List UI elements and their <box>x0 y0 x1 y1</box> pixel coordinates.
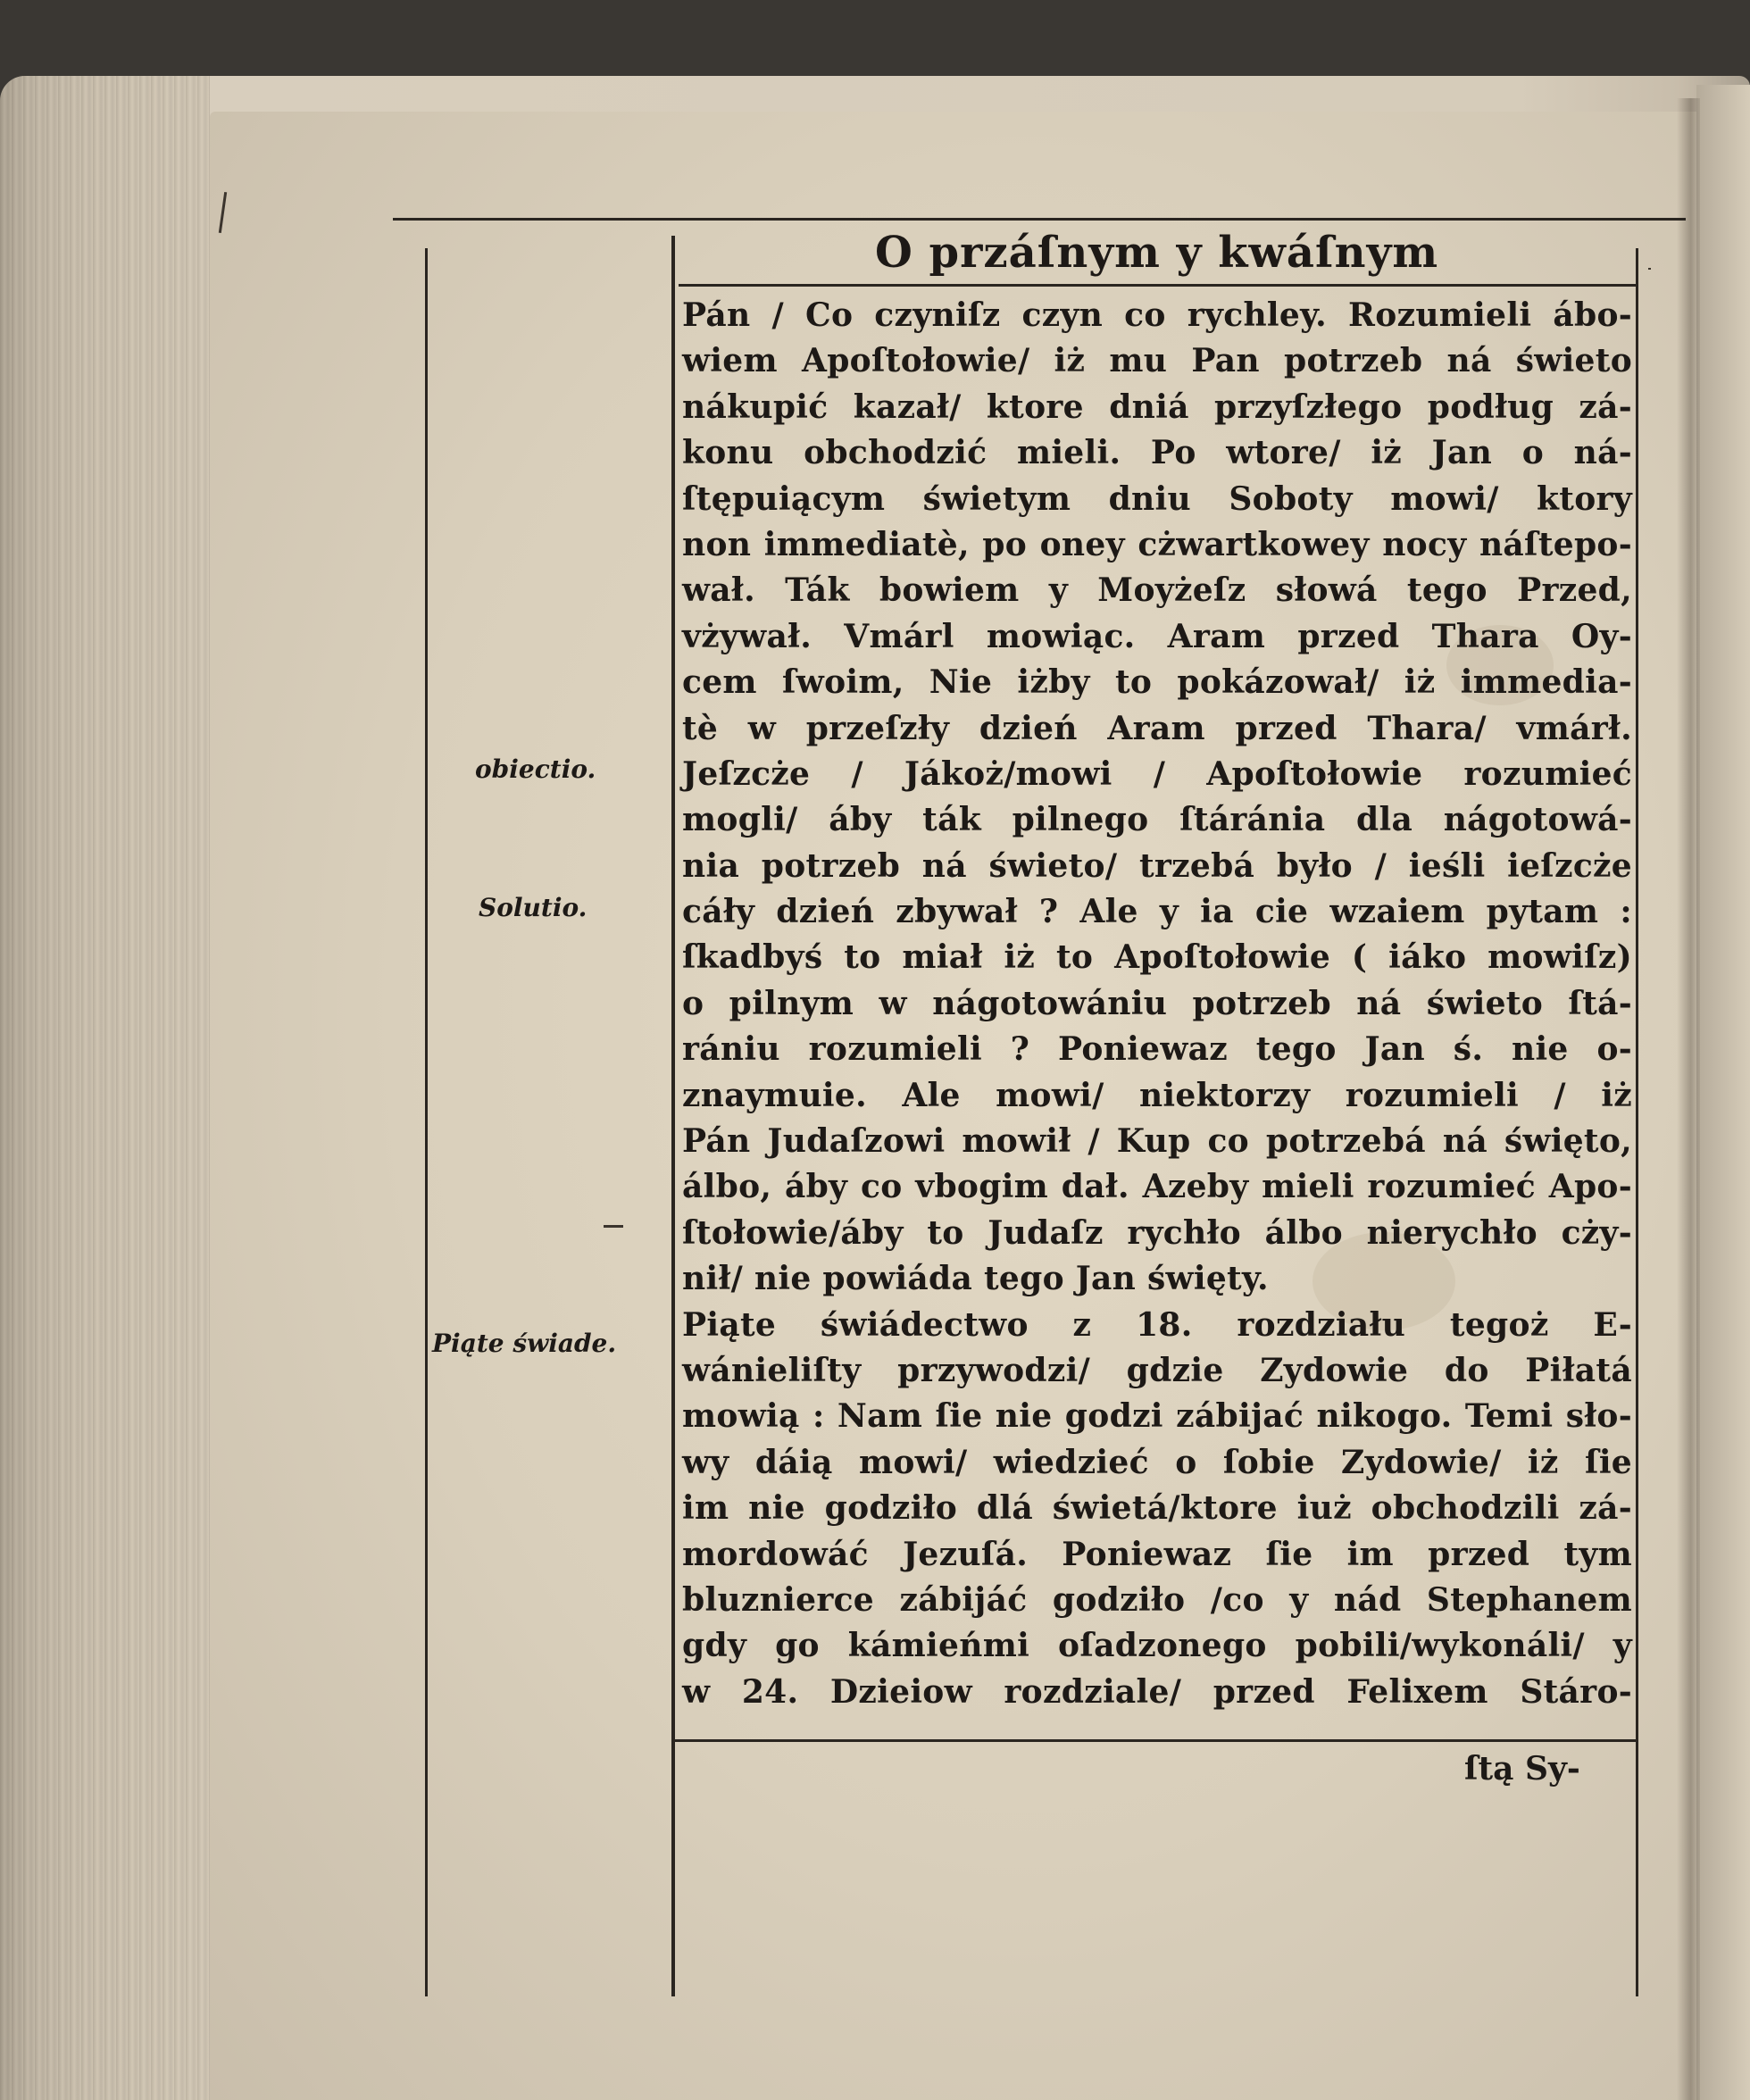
pen-mark <box>604 1225 623 1228</box>
text-line: ſtępuiącym świetym dniu Soboty mowi/ ktory <box>682 479 1632 518</box>
text-line: o pilnym w nágotowániu potrzeb ná świeto ſtá- <box>682 984 1632 1022</box>
text-line: rániu rozumieli ? Poniewaz tego Jan ś. nie o- <box>682 1030 1632 1069</box>
pen-mark <box>1648 268 1651 270</box>
text-line: nákupić kazał/ ktore dniá przyſzłego podług zá- <box>682 388 1632 426</box>
text-line: Jeſzcże / Jákoż/mowi / Apoſtołowie rozumieć <box>682 754 1632 793</box>
bottom-rule <box>671 1739 1636 1742</box>
text-line: w 24. Dzieiow rozdziale/ przed Felixem Stáro- <box>682 1672 1632 1711</box>
margin-note-obiectio: obiectio. <box>475 754 596 784</box>
text-line: mogli/ áby ták pilnego ſtáránia dla nágotowá- <box>682 801 1632 839</box>
margin-note-solutio: Solutio. <box>479 893 588 922</box>
margin-note-piate-swiadectwo: Piąte świade. <box>432 1329 617 1358</box>
right-rule <box>1636 248 1638 1996</box>
text-line: vżywał. Vmárl mowiąc. Aram przed Thara Oy- <box>682 617 1632 655</box>
text-line: álbo, áby co vbogim dał. Azeby mieli rozumieć Apo- <box>682 1168 1632 1206</box>
text-line: Pán / Co czyniſz czyn co rychley. Rozumieli ábo- <box>682 296 1632 334</box>
text-line: ſtołowie/áby to Judaſz rychło álbo nierychło cży- <box>682 1213 1632 1252</box>
margin-left-rule <box>425 248 428 1996</box>
text-line: Piąte świádectwo z 18. rozdziału tegoż E- <box>682 1305 1632 1344</box>
text-line: wiem Apoſtołowie/ iż mu Pan potrzeb ná świeto <box>682 342 1632 380</box>
text-line: nia potrzeb ná świeto/ trzebá było / ieśli ieſzcże <box>682 846 1632 885</box>
catchword: ſtą Sy- <box>1464 1750 1580 1788</box>
text-line: im nie godziło dlá świetá/ktore iuż obchodzili zá- <box>682 1489 1632 1528</box>
text-line: non immediatè, po oney cżwartkowey nocy náſtepo- <box>682 525 1632 563</box>
top-rule <box>393 218 1686 221</box>
text-line: Pán Judaſzowi mowił / Kup co potrzebá ná święto, <box>682 1122 1632 1161</box>
text-line: konu obchodzić mieli. Po wtore/ iż Jan o ná- <box>682 434 1632 472</box>
text-line: ſkadbyś to miał iż to Apoſtołowie ( iáko mowiſz) <box>682 938 1632 977</box>
running-header: O przáſnym y kwáſnym <box>875 228 1439 278</box>
text-line: mowią : Nam ſie nie godzi zábijać nikogo. Temi sło- <box>682 1397 1632 1436</box>
text-line: gdy go kámieńmi oſadzonego pobili/wykonáli/ y <box>682 1627 1632 1665</box>
margin-inner-rule <box>671 236 675 1996</box>
text-line: wał. Ták bowiem y Moyżeſz słowá tego Przed, <box>682 571 1632 610</box>
text-line: znaymuie. Ale mowi/ niektorzy rozumieli / iż <box>682 1076 1632 1114</box>
gutter-shadow <box>1677 98 1700 2100</box>
body-text <box>682 293 1632 1715</box>
header-rule <box>679 284 1636 287</box>
text-line: cem ſwoim, Nie iżby to pokázował/ iż immedia- <box>682 663 1632 702</box>
facing-page-edge <box>1696 85 1750 2100</box>
text-line: nił/ nie powiáda tego Jan święty. <box>682 1260 1269 1298</box>
text-line: mordowáć Jezuſá. Poniewaz ſie im przed tym <box>682 1535 1632 1573</box>
text-line: bluznierce zábijáć godziło /co y nád Stephanem <box>682 1580 1632 1619</box>
text-line: cáły dzień zbywał ? Ale y ia cie wzaiem pytam : <box>682 893 1632 931</box>
text-line: tè w przeſzły dzień Aram przed Thara/ vmárł. <box>682 709 1632 747</box>
text-line: wy dáią mowi/ wiedzieć o ſobie Zydowie/ iż ſie <box>682 1443 1632 1481</box>
text-line: wánieliſty przywodzi/ gdzie Zydowie do Piłatá <box>682 1351 1632 1389</box>
page-edges <box>0 76 210 2100</box>
